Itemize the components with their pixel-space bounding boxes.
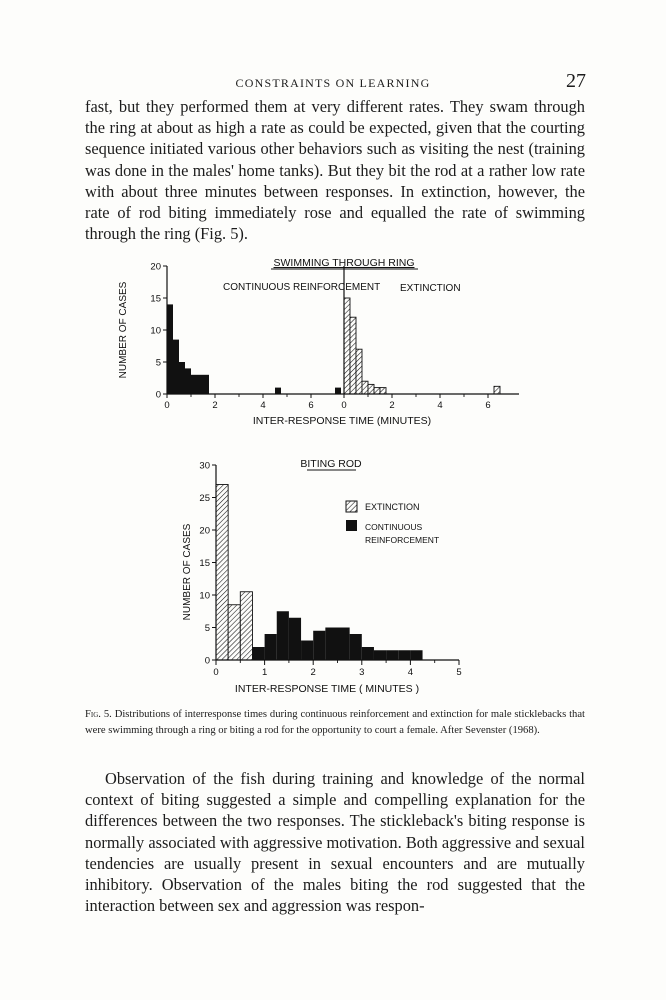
body-paragraph-2: Observation of the fish during training and knowledge of the normal context of biting suggested a simple and compelling explanation for the differences between the two responses. The stickleback's biting response is normally associated with aggressive motivation. Both aggressive and sexual tendencies are usually present in sexual encounters and are mutually inhibitory. Observation of the males biting the rod suggested that the interaction between sex and aggression was respon- [85, 769, 585, 916]
x-tick-label-biting: 4 [407, 667, 414, 678]
y-tick-label-biting: 10 [199, 590, 210, 602]
legend-text-extinction: EXTINCTION [365, 502, 420, 512]
bar-swimming-continuous [185, 368, 191, 394]
bar-swimming-continuous [203, 375, 209, 394]
caption-text: Distributions of interresponse times during continuous reinforcement and extinction for male sticklebacks that were swimming through a ring or biting a rod for the opportunity to court a female. After Sevenster (1968). [85, 709, 585, 736]
bar-biting-continuous [289, 618, 301, 660]
bar-swimming-continuous [179, 362, 185, 394]
bar-biting-continuous [313, 631, 325, 660]
bar-swimming-continuous [275, 388, 281, 394]
bar-swimming-continuous [197, 375, 203, 394]
chart-biting-ylabel: NUMBER OF CASES [182, 523, 193, 621]
y-tick-label-swimming: 15 [150, 293, 161, 305]
y-tick-label-swimming: 5 [155, 357, 161, 369]
x-tick-label-swimming: 2 [389, 400, 395, 411]
y-tick-label-biting: 5 [204, 623, 210, 634]
bar-swimming-extinction [380, 388, 386, 394]
x-tick-label-biting: 0 [213, 667, 219, 678]
bar-biting-continuous [386, 650, 398, 660]
x-tick-label-swimming: 2 [212, 400, 218, 411]
bar-biting-continuous [374, 650, 386, 660]
bar-biting-continuous [325, 628, 337, 661]
bar-swimming-extinction [344, 298, 350, 394]
y-tick-label-biting: 20 [199, 525, 210, 537]
caption-label: Fig. 5. [85, 709, 112, 720]
chart-swimming-xlabel: INTER-RESPONSE TIME (MINUTES) [252, 415, 432, 427]
bar-biting-continuous [338, 628, 350, 661]
bar-biting-extinction [228, 605, 240, 660]
chart-biting [182, 458, 462, 695]
page-number: 27 [566, 70, 586, 92]
chart-biting-xlabel: INTER-RESPONSE TIME ( MINUTES ) [234, 683, 420, 695]
bar-biting-continuous [350, 634, 362, 660]
x-tick-label-swimming: 4 [437, 400, 443, 411]
figure-caption [85, 707, 585, 739]
x-tick-label-biting: 1 [261, 667, 268, 678]
y-tick-label-swimming: 10 [150, 325, 161, 337]
x-tick-label-biting: 3 [359, 667, 365, 678]
bar-swimming-extinction [374, 388, 380, 394]
legend-label-continuous: CONTINUOUS REINFORCEMENT [223, 282, 381, 293]
chart-swimming-title: SWIMMING THROUGH RING [273, 257, 415, 269]
legend-text-continuous-2: REINFORCEMENT [365, 535, 440, 545]
bar-biting-continuous [265, 634, 277, 660]
bar-swimming-continuous [191, 375, 197, 394]
bar-biting-extinction [240, 592, 252, 660]
bar-swimming-continuous [335, 388, 341, 394]
y-tick-label-swimming: 20 [150, 261, 161, 273]
x-tick-label-swimming: 4 [260, 400, 266, 411]
bar-biting-continuous [277, 611, 289, 660]
bar-swimming-continuous [173, 340, 179, 394]
bar-swimming-extinction [368, 384, 374, 394]
bar-swimming-extinction [362, 381, 368, 394]
x-tick-label-biting: 2 [310, 667, 316, 678]
chart-swimming [118, 257, 519, 427]
y-tick-label-biting: 25 [199, 493, 210, 504]
x-tick-label-swimming: 6 [308, 400, 314, 411]
bar-swimming-extinction [494, 386, 500, 394]
legend-text-continuous-1: CONTINUOUS [365, 522, 423, 532]
x-tick-label-swimming: 0 [164, 400, 170, 411]
legend-swatch-continuous [346, 520, 357, 531]
running-head: CONSTRAINTS ON LEARNING [235, 76, 431, 90]
y-tick-label-biting: 15 [199, 558, 210, 569]
x-tick-label-swimming: 0 [341, 400, 347, 411]
bar-swimming-continuous [167, 304, 173, 394]
bar-biting-continuous [362, 647, 374, 660]
legend-label-extinction: EXTINCTION [400, 283, 461, 294]
bar-swimming-extinction [350, 317, 356, 394]
x-tick-label-swimming: 6 [485, 400, 491, 411]
body-paragraph-1: fast, but they performed them at very different rates. They swam through the ring at about as high a rate as could be expected, given that the courting sequence initiated various other behaviors such as visiting the nest (training was done in the males' home tanks). But they bit the rod at a rather low rate with about three minutes between responses. In extinction, however, the rate of rod biting immediately rose and equalled the rate of swimming through the ring (Fig. 5). [85, 97, 585, 244]
y-tick-label-biting: 30 [199, 460, 210, 472]
chart-biting-title: BITING ROD [300, 458, 362, 470]
legend-swatch-extinction [346, 501, 357, 512]
y-tick-label-biting: 0 [204, 655, 210, 667]
bar-biting-continuous [410, 650, 422, 660]
bar-biting-continuous [398, 650, 410, 660]
bar-biting-continuous [301, 641, 313, 661]
bar-swimming-extinction [356, 349, 362, 394]
chart-swimming-ylabel: NUMBER OF CASES [118, 281, 129, 379]
bar-biting-extinction [216, 485, 228, 661]
x-tick-label-biting: 5 [456, 667, 462, 678]
y-tick-label-swimming: 0 [155, 389, 161, 401]
bar-biting-continuous [252, 647, 264, 660]
